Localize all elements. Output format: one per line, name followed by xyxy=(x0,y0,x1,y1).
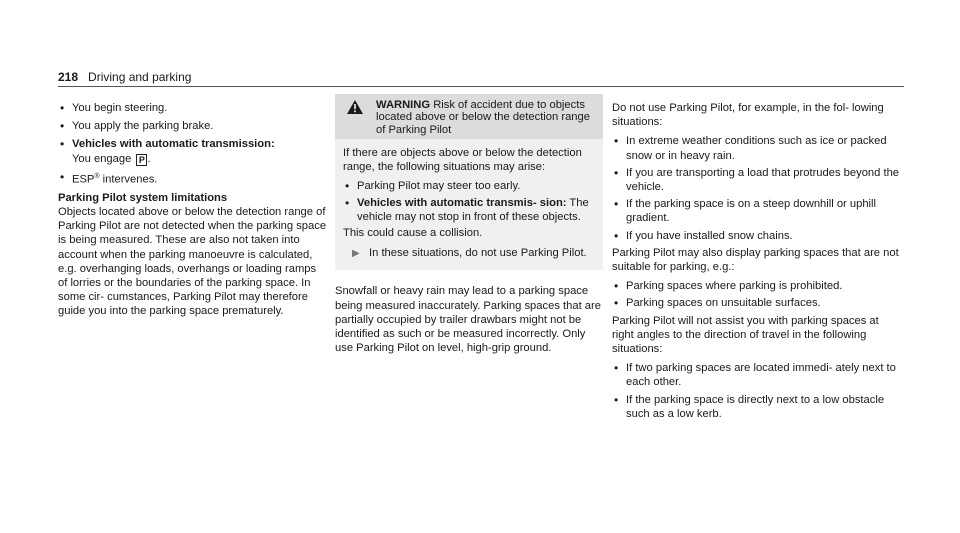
warning-header xyxy=(335,94,603,139)
list-item: • ESP® intervenes. xyxy=(58,170,328,187)
right-angle-paragraph: Parking Pilot will not assist you with parking spaces at right angles to the direction of travel in the following situations: xyxy=(612,314,879,356)
list-item: • You apply the parking brake. xyxy=(58,119,328,133)
action-arrow-icon: ▶ xyxy=(352,248,360,260)
chapter-title: Driving and parking xyxy=(88,70,192,84)
condition-list xyxy=(58,101,328,187)
list-item: • If two parking spaces are located immedi- ately next to each other. xyxy=(612,361,902,389)
intro-paragraph: Do not use Parking Pilot, for example, in the fol- lowing situations: xyxy=(612,102,884,129)
column-right xyxy=(612,101,902,424)
warning-action: ▶ In these situations, do not use Parking Pilot. xyxy=(343,246,595,260)
warning-outro: This could cause a collision. xyxy=(343,227,483,240)
header-rule xyxy=(58,86,904,87)
list-item: • If you have installed snow chains. xyxy=(612,229,902,243)
list-item: • You begin steering. xyxy=(58,101,328,115)
snowfall-paragraph: Snowfall or heavy rain may lead to a parking space being measured inaccurately. Parking spaces that are partially occupied by trailer drawbars might not be identified as such or be measured incorrectly. Only use Parking Pilot on level, high-grip ground. xyxy=(335,285,601,355)
list-item: • Parking Pilot may steer too early. xyxy=(343,179,595,193)
right-angle-list xyxy=(612,361,902,421)
warning-box xyxy=(335,94,603,270)
warning-intro: If there are objects above or below the detection range, the following situations may arise: xyxy=(343,147,582,174)
warning-triangle-icon xyxy=(347,100,363,114)
list-item-heading: Vehicles with automatic transmission: xyxy=(72,138,275,151)
warning-label: WARNING xyxy=(376,99,431,111)
column-middle xyxy=(335,101,603,355)
list-item: • If the parking space is directly next to a low obstacle such as a low kerb. xyxy=(612,393,902,421)
section-text: Objects located above or below the detection range of Parking Pilot are not detected when the parking space is being measured. These are also not taken into account when the parking manoeuvre is calculated, e.g. overhanging loads, overhangs or loading ramps of lorries or the boundaries of the parking space. In some cir- cumstances, Parking Pilot may therefore guide you into the parking space prematurely. xyxy=(58,205,327,318)
list-item: • In extreme weather conditions such as ice or packed snow or in heavy rain. xyxy=(612,134,902,162)
warning-title: Risk of accident due to objects located above or below the detection range of Parking Pilot xyxy=(376,99,590,136)
warning-list xyxy=(343,179,595,224)
list-item: • Vehicles with automatic transmis- sion: The vehicle may not stop in front of these objects. xyxy=(343,196,595,224)
warning-body xyxy=(335,139,603,270)
list-item: • If the parking space is on a steep downhill or uphill gradient. xyxy=(612,197,902,225)
situation-list xyxy=(612,134,902,242)
list-item: • Vehicles with automatic transmission: You engage P . xyxy=(58,137,328,165)
page-header xyxy=(58,70,191,84)
park-position-icon: P xyxy=(136,154,147,166)
list-item: • Parking spaces on unsuitable surfaces. xyxy=(612,296,902,310)
page-number: 218 xyxy=(58,70,79,84)
list-item: • If you are transporting a load that protrudes beyond the vehicle. xyxy=(612,166,902,194)
column-left xyxy=(58,101,328,319)
section-title: Parking Pilot system limitations xyxy=(58,191,228,204)
unsuitable-paragraph: Parking Pilot may also display parking spaces that are not suitable for parking, e.g.: xyxy=(612,246,899,274)
list-item: • Parking spaces where parking is prohibited. xyxy=(612,279,902,293)
unsuitable-list xyxy=(612,279,902,310)
